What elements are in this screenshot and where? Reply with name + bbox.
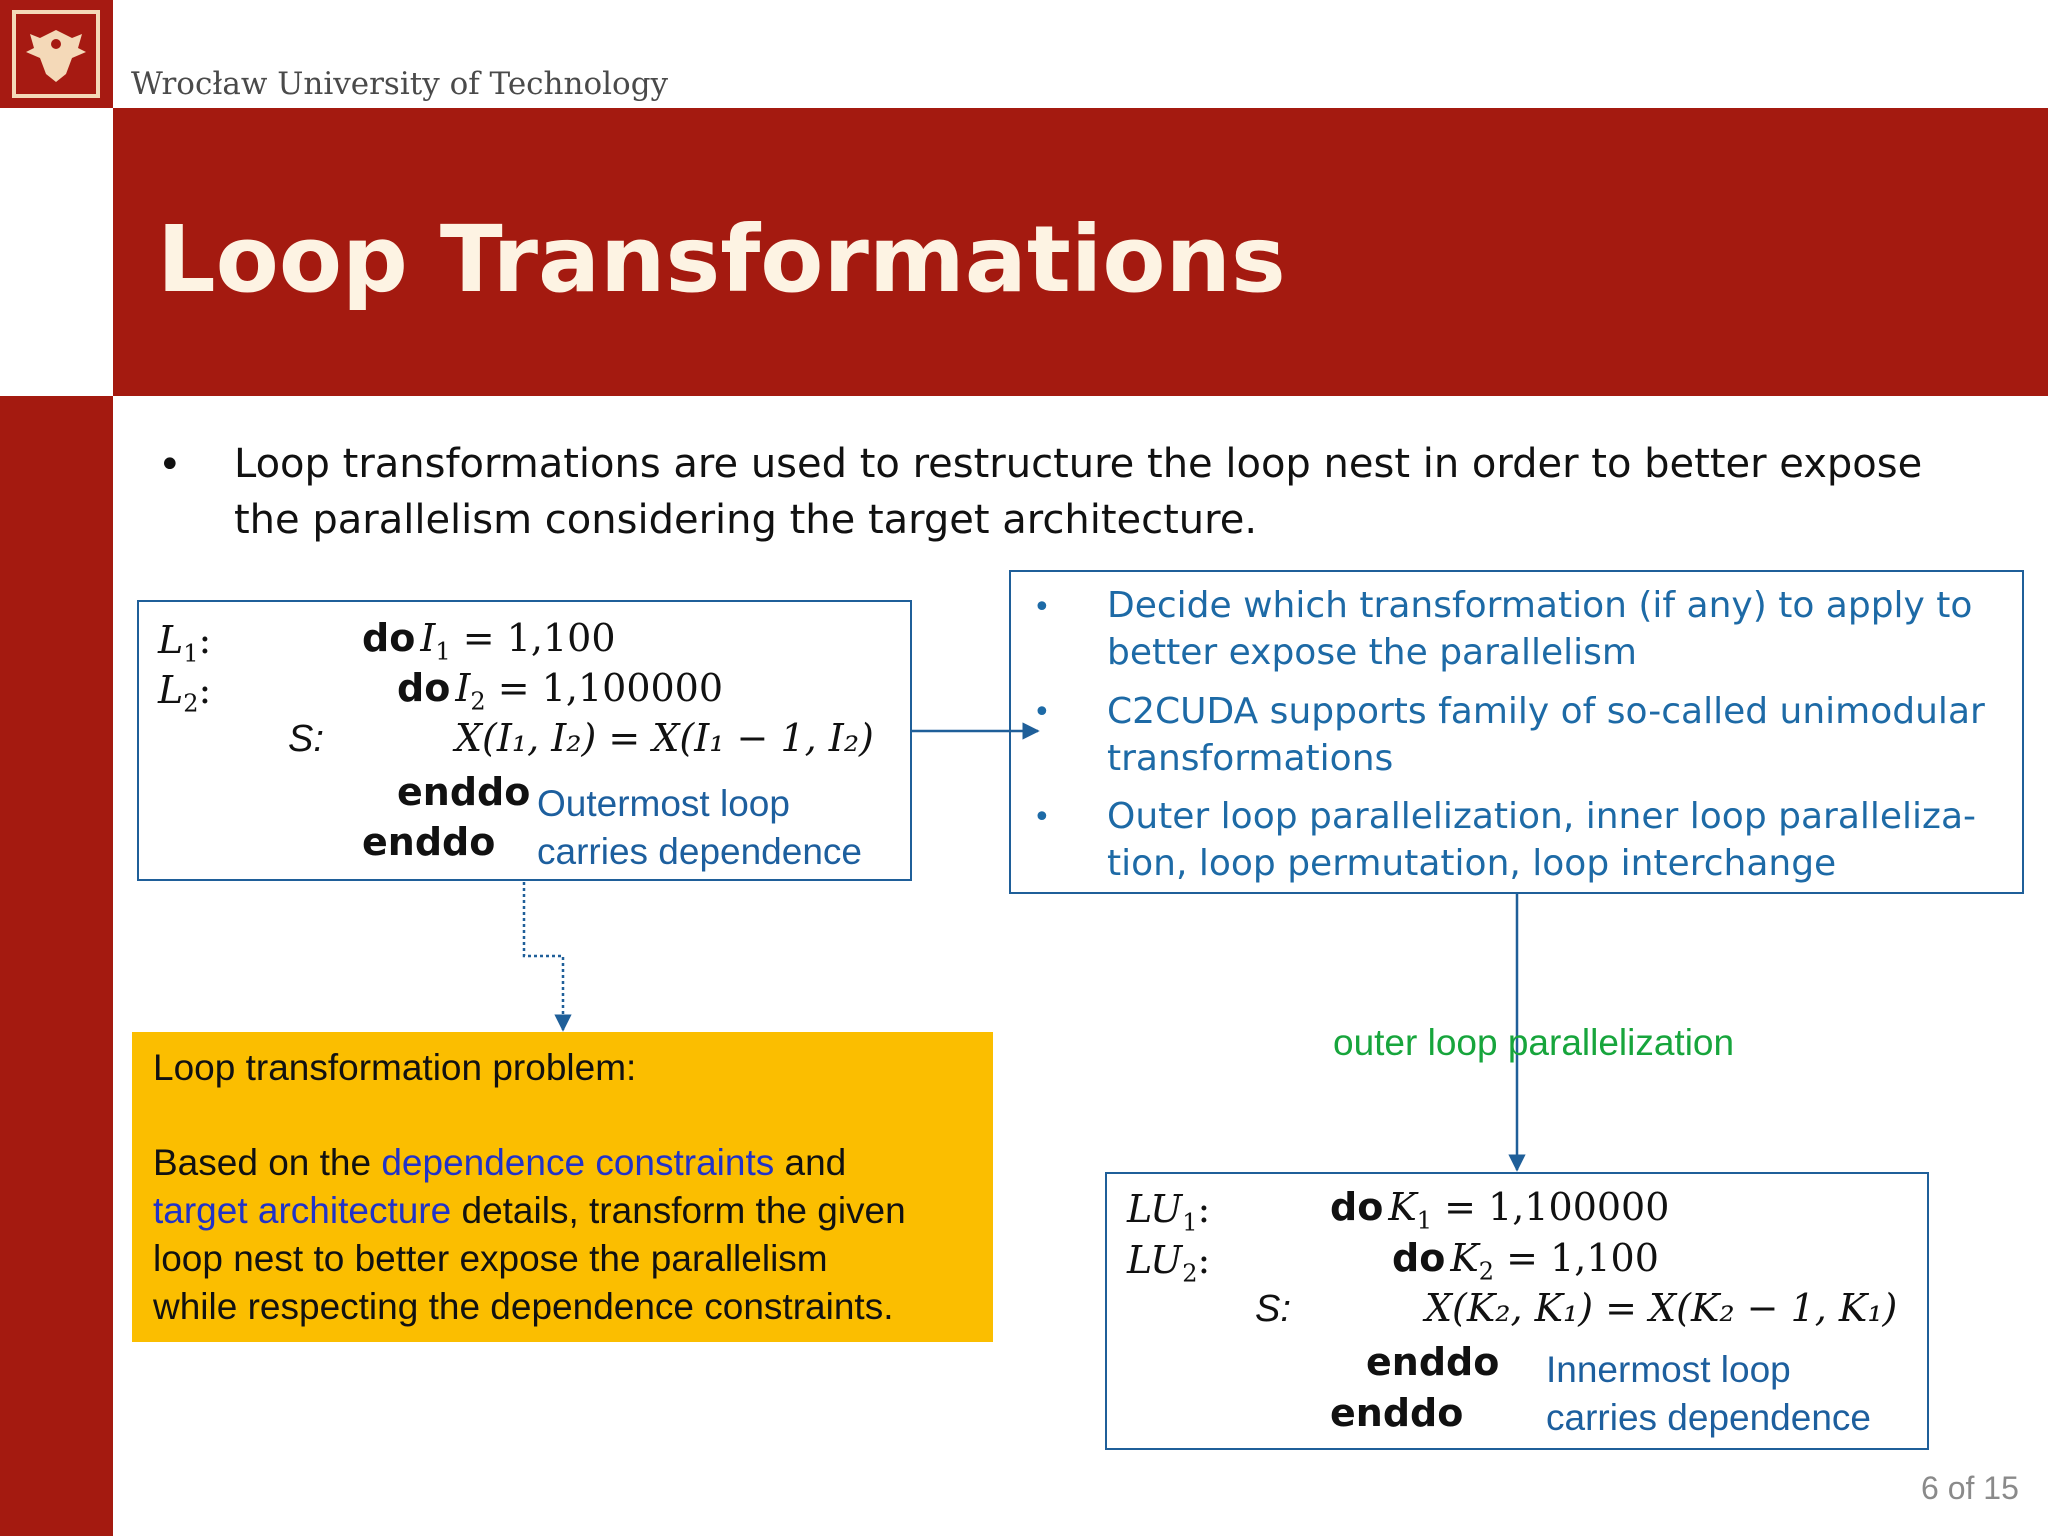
desc-bullet-2: C2CUDA supports family of so-called unimodular transformations xyxy=(1107,691,1985,779)
problem-line-4: while respecting the dependence constraints. xyxy=(153,1286,894,1327)
inner-enddo-2: enddo xyxy=(1366,1340,1500,1384)
label-l1: $L_1$: xyxy=(158,618,212,668)
desc-bullet-2-marker: • xyxy=(1033,695,1051,730)
intro-line-2: the parallelism considering the target architecture. xyxy=(234,497,1258,543)
desc-bullet-1: Decide which transformation (if any) to apply to better expose the parallelism xyxy=(1107,585,1973,673)
inner-enddo: enddo xyxy=(397,770,531,814)
desc-bullet-3-marker: • xyxy=(1033,800,1051,835)
problem-heading: Loop transformation problem: xyxy=(153,1047,637,1088)
desc-bullet-1-marker: • xyxy=(1033,590,1051,625)
intro-line-1: Loop transformations are used to restructure the loop nest in order to better expose xyxy=(234,441,1923,487)
desc-bullet-3: Outer loop parallelization, inner loop paralleliza- tion, loop permutation, loop interchange xyxy=(1107,796,1976,884)
problem-line-1: Based on the dependence constraints and xyxy=(153,1142,847,1183)
loop-statement: X(I₁, I₂) = X(I₁ − 1, I₂) xyxy=(455,716,874,760)
page-number: 6 of 15 xyxy=(1921,1470,2019,1506)
label-lu1: $LU_1$: xyxy=(1127,1187,1211,1237)
dotted-arrow-to-problem xyxy=(524,882,563,1030)
bullet-marker: • xyxy=(158,442,182,488)
dependence-note-2: Innermost loop carries dependence xyxy=(1546,1349,1871,1438)
label-s2: S: xyxy=(1255,1288,1291,1330)
label-lu2: $LU_2$: xyxy=(1127,1238,1211,1288)
inner-do-line-2: do $K_2 = 1,100$ xyxy=(1392,1236,1659,1286)
outer-enddo-2: enddo xyxy=(1330,1391,1464,1435)
loop-statement-2: X(K₂, K₁) = X(K₂ − 1, K₁) xyxy=(1425,1286,1898,1330)
problem-line-3: loop nest to better expose the parallelism xyxy=(153,1238,828,1279)
inner-do-line: do $I_2 = 1,100000$ xyxy=(397,666,724,716)
label-s: S: xyxy=(288,718,324,760)
slide-title: Loop Transformations xyxy=(157,206,1286,313)
transformation-label: outer loop parallelization xyxy=(1333,1022,1735,1063)
problem-line-2: target architecture details, transform the given xyxy=(153,1190,906,1231)
outer-enddo: enddo xyxy=(362,820,496,864)
university-name: Wrocław University of Technology xyxy=(131,66,669,102)
dependence-constraints-term: dependence constraints xyxy=(381,1142,775,1183)
target-architecture-term: target architecture xyxy=(153,1190,452,1231)
outer-do-line-2: do $K_1 = 1,100000$ xyxy=(1330,1185,1670,1235)
label-l2: $L_2$: xyxy=(158,668,212,718)
outer-do-line: do $I_1 = 1,100$ xyxy=(362,616,616,666)
dependence-note: Outermost loop carries dependence xyxy=(537,783,862,872)
